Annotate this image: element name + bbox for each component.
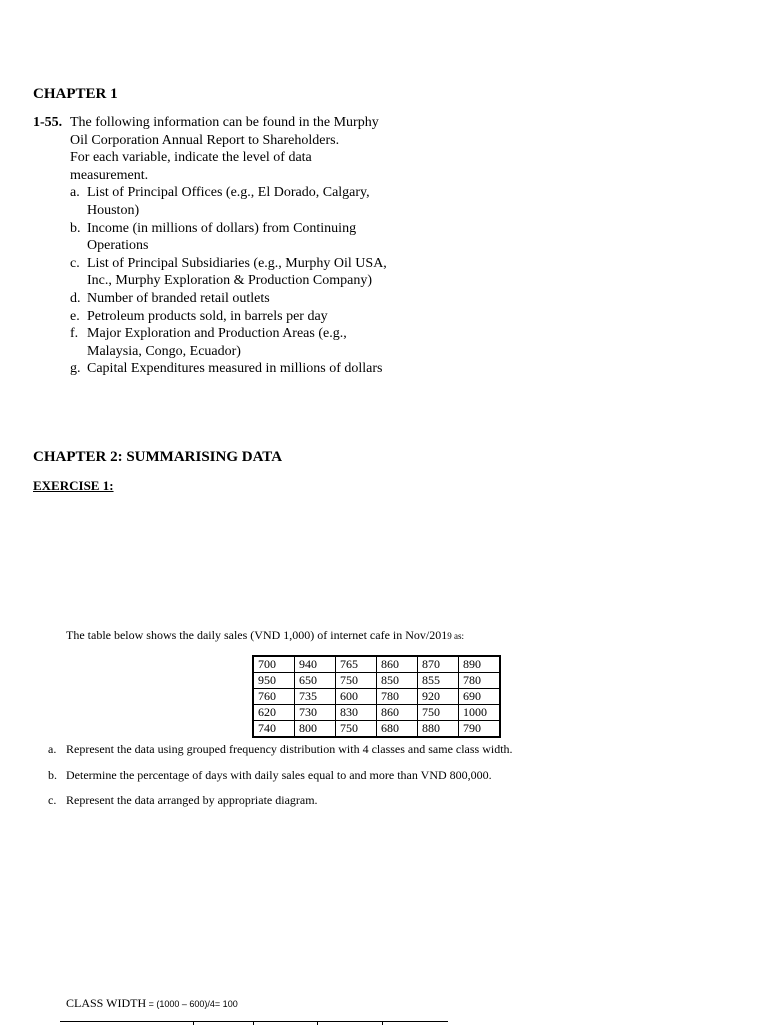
- table-cell: 780: [459, 673, 501, 689]
- table-cell: 860: [377, 705, 418, 721]
- table-cell: 940: [295, 656, 336, 673]
- item-text: Inc., Murphy Exploration & Production Company): [87, 273, 373, 289]
- variable-list: [33, 184, 413, 378]
- table-cell: 890: [459, 656, 501, 673]
- problem-line: Oil Corporation Annual Report to Shareholders.: [70, 132, 340, 148]
- exercise-intro: [66, 628, 464, 643]
- item-text: List of Principal Subsidiaries (e.g., Murphy Oil USA,: [87, 255, 387, 271]
- chapter-2-heading: CHAPTER 2: SUMMARISING DATA: [33, 449, 283, 465]
- class-width-line: [66, 996, 238, 1011]
- table-row: [253, 721, 500, 738]
- table-cell: 870: [418, 656, 459, 673]
- list-item: [33, 325, 413, 360]
- table-cell: 690: [459, 689, 501, 705]
- table-cell: 600: [336, 689, 377, 705]
- table-cell: 860: [377, 656, 418, 673]
- problem-line: measurement.: [70, 167, 149, 183]
- table-cell: 850: [377, 673, 418, 689]
- list-item: [33, 255, 413, 290]
- item-text: Operations: [87, 238, 149, 254]
- table-cell: 730: [295, 705, 336, 721]
- table-column-tick: [317, 1021, 318, 1025]
- table-column-tick: [253, 1021, 254, 1025]
- intro-text-small: 9 as:: [447, 631, 464, 641]
- class-width-label: CLASS WIDTH: [66, 996, 147, 1010]
- table-cell: 740: [253, 721, 295, 738]
- daily-sales-table: [252, 655, 501, 738]
- item-marker: f.: [70, 326, 79, 342]
- item-marker: b.: [70, 220, 81, 236]
- item-marker: g.: [70, 361, 81, 377]
- item-text: Income (in millions of dollars) from Continuing: [87, 220, 357, 236]
- table-cell: 855: [418, 673, 459, 689]
- item-text: Malaysia, Congo, Ecuador): [87, 343, 241, 359]
- table-row: [253, 689, 500, 705]
- table-cell: 790: [459, 721, 501, 738]
- item-text: List of Principal Offices (e.g., El Dorado, Calgary,: [87, 185, 370, 201]
- class-width-formula: = (1000 – 600)/4= 100: [146, 999, 238, 1009]
- list-item: [33, 184, 413, 219]
- table-cell: 830: [336, 705, 377, 721]
- table-row: [253, 705, 500, 721]
- list-item: [33, 290, 413, 308]
- question-marker: a.: [48, 742, 57, 756]
- table-cell: 920: [418, 689, 459, 705]
- question-text: Represent the data arranged by appropriate diagram.: [66, 793, 318, 807]
- exercise-1-heading: EXERCISE 1:: [33, 478, 114, 493]
- table-cell: 750: [336, 721, 377, 738]
- table-cell: 700: [253, 656, 295, 673]
- item-marker: a.: [70, 185, 80, 201]
- table-cell: 950: [253, 673, 295, 689]
- list-item: [33, 220, 413, 255]
- table-row: [253, 656, 500, 673]
- sales-table-body: [253, 656, 500, 737]
- table-cell: 800: [295, 721, 336, 738]
- table-cell: 760: [253, 689, 295, 705]
- question-text: Determine the percentage of days with daily sales equal to and more than VND 800,000.: [66, 767, 492, 782]
- table-cell: 735: [295, 689, 336, 705]
- table-cell: 650: [295, 673, 336, 689]
- question-marker: b.: [48, 767, 57, 782]
- item-text: Major Exploration and Production Areas (e.g.,: [87, 326, 347, 342]
- item-text: Capital Expenditures measured in millions of dollars: [87, 361, 383, 377]
- table-cell: 765: [336, 656, 377, 673]
- problem-number: 1-55.: [33, 115, 63, 130]
- table-cell: 680: [377, 721, 418, 738]
- item-text: Houston): [87, 202, 140, 218]
- problem-text: The following information can be found in the Murphy: [70, 115, 379, 130]
- table-cell: 880: [418, 721, 459, 738]
- item-text: Petroleum products sold, in barrels per day: [87, 308, 328, 324]
- problem-line: [33, 114, 413, 132]
- table-cell: 620: [253, 705, 295, 721]
- list-item: [33, 360, 413, 378]
- list-item: [33, 308, 413, 326]
- problem-line: For each variable, indicate the level of data: [70, 150, 312, 166]
- item-marker: c.: [70, 255, 80, 271]
- table-row: [253, 673, 500, 689]
- problem-1-55: [33, 114, 413, 378]
- chapter-1-heading: CHAPTER 1: [33, 86, 118, 102]
- table-cell: 1000: [459, 705, 501, 721]
- item-marker: e.: [70, 308, 80, 324]
- table-cell: 750: [336, 673, 377, 689]
- intro-text: The table below shows the daily sales (VND 1,000) of internet cafe in Nov/201: [66, 628, 448, 642]
- item-marker: d.: [70, 290, 81, 306]
- table-column-tick: [382, 1021, 383, 1025]
- table-top-border: [60, 1021, 448, 1022]
- table-cell: 750: [418, 705, 459, 721]
- item-text: Number of branded retail outlets: [87, 290, 270, 306]
- table-column-tick: [193, 1021, 194, 1025]
- question-marker: c.: [48, 793, 57, 807]
- question-text: Represent the data using grouped frequency distribution with 4 classes and same class width.: [66, 742, 513, 756]
- table-cell: 780: [377, 689, 418, 705]
